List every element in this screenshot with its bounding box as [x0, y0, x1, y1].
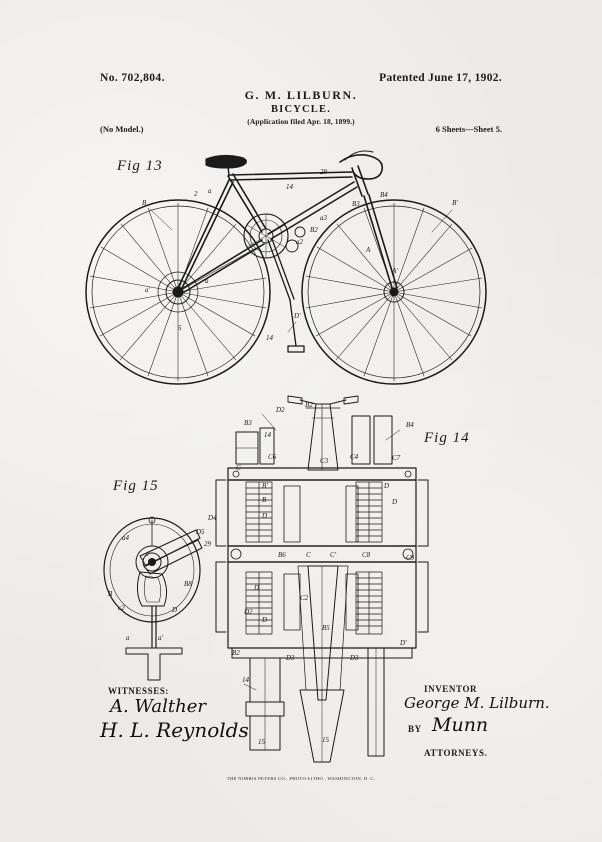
callout-label: B3 — [244, 419, 252, 427]
witness-signature-2: H. L. Reynolds — [100, 718, 249, 742]
callout-label: D — [262, 512, 268, 520]
callout-label: D2 — [244, 608, 253, 616]
callout-label: 15 — [322, 736, 329, 744]
figure-14-callouts — [232, 401, 415, 746]
witnesses-label: WITNESSES: — [108, 686, 170, 696]
printer-footer: THE NORRIS PETERS CO., PHOTO-LITHO., WASHINGTON, D. C. — [226, 776, 376, 781]
callout-label: 14 — [242, 676, 249, 684]
callout-label: D2 — [276, 406, 285, 414]
callout-label: C — [236, 464, 241, 472]
callout-label: a3 — [320, 214, 327, 222]
figure-15-callouts — [108, 514, 217, 642]
callout-label: B' — [262, 482, 268, 490]
callout-label: C — [306, 551, 311, 559]
callout-label: C8 — [362, 551, 371, 559]
callout-label: D — [254, 584, 260, 592]
by-label: BY — [408, 724, 422, 734]
figure-label-fig14: Fig 14 — [424, 430, 470, 446]
figure-14-hub-section — [216, 396, 428, 762]
callout-label: a2 — [296, 238, 303, 246]
witness-signature-1: A. Walther — [110, 696, 206, 717]
callout-label: D — [392, 498, 398, 506]
callout-label: B' — [452, 199, 458, 207]
patent-date: Patented June 17, 1902. — [379, 72, 502, 84]
attorney-signature: Munn — [432, 714, 489, 736]
patent-title: BICYCLE. — [270, 104, 332, 115]
callout-label: A — [366, 246, 371, 254]
callout-label: 15 — [258, 738, 265, 746]
callout-label: C' — [330, 551, 337, 559]
figure-15-end-view — [104, 517, 202, 680]
callout-label: B6 — [278, 551, 286, 559]
callout-label: B2 — [310, 226, 318, 234]
callout-label: D — [172, 606, 178, 614]
callout-label: a — [205, 277, 209, 285]
callout-label: B2 — [232, 649, 240, 657]
callout-label: D — [384, 482, 390, 490]
callout-label: c — [146, 550, 150, 558]
callout-label: 2 — [194, 190, 198, 198]
inventor-name-heading: G. M. LILBURN. — [244, 88, 358, 102]
callout-label: B — [142, 199, 147, 207]
callout-label: a' — [158, 634, 163, 642]
callout-label: a' — [145, 286, 150, 294]
callout-label: a4 — [122, 534, 129, 542]
inventor-label: INVENTOR — [424, 684, 478, 694]
callout-label: C6 — [268, 453, 277, 461]
callout-label: 29 — [320, 168, 327, 176]
callout-label: D4 — [208, 514, 217, 522]
callout-label: C3 — [320, 457, 329, 465]
callout-label: 5 — [178, 324, 182, 332]
callout-label: c2 — [118, 604, 125, 612]
callout-label: 14 — [286, 183, 293, 191]
callout-label: B4 — [406, 421, 414, 429]
callout-label: 14 — [264, 431, 271, 439]
callout-label: B4 — [380, 191, 388, 199]
callout-label: B3 — [352, 200, 360, 208]
callout-label: D5 — [196, 528, 205, 536]
callout-label: B8 — [184, 580, 192, 588]
callout-label: C9 — [406, 554, 415, 562]
patent-number: No. 702,804. — [100, 72, 165, 84]
callout-label: 14 — [266, 334, 273, 342]
application-filed: (Application filed Apr. 18, 1899.) — [247, 117, 355, 126]
callout-label: D3 — [350, 654, 359, 662]
callout-label: B5 — [322, 624, 330, 632]
callout-label: D' — [294, 312, 301, 320]
callout-label: a — [126, 634, 130, 642]
callout-label: a — [208, 187, 212, 195]
callout-label: A' — [392, 267, 398, 275]
inventor-signature: George M. Lilburn. — [404, 694, 550, 712]
callout-label: D3 — [286, 654, 295, 662]
callout-label: 29 — [204, 540, 211, 548]
attorneys-label: ATTORNEYS. — [424, 748, 488, 758]
figure-label-fig15: Fig 15 — [113, 478, 159, 494]
callout-label: B2 — [305, 401, 313, 409]
callout-label: B — [262, 496, 267, 504]
callout-label: B — [108, 590, 113, 598]
figure-label-fig13: Fig 13 — [117, 158, 163, 174]
callout-label: D' — [400, 639, 407, 647]
figure-13-callouts — [142, 168, 458, 342]
callout-label: C2 — [300, 594, 309, 602]
sheet-count-note: 6 Sheets—Sheet 5. — [435, 124, 502, 134]
callout-label: D — [262, 616, 268, 624]
callout-label: C4 — [350, 453, 359, 461]
no-model-note: (No Model.) — [100, 124, 144, 134]
callout-label: C7 — [392, 454, 401, 462]
